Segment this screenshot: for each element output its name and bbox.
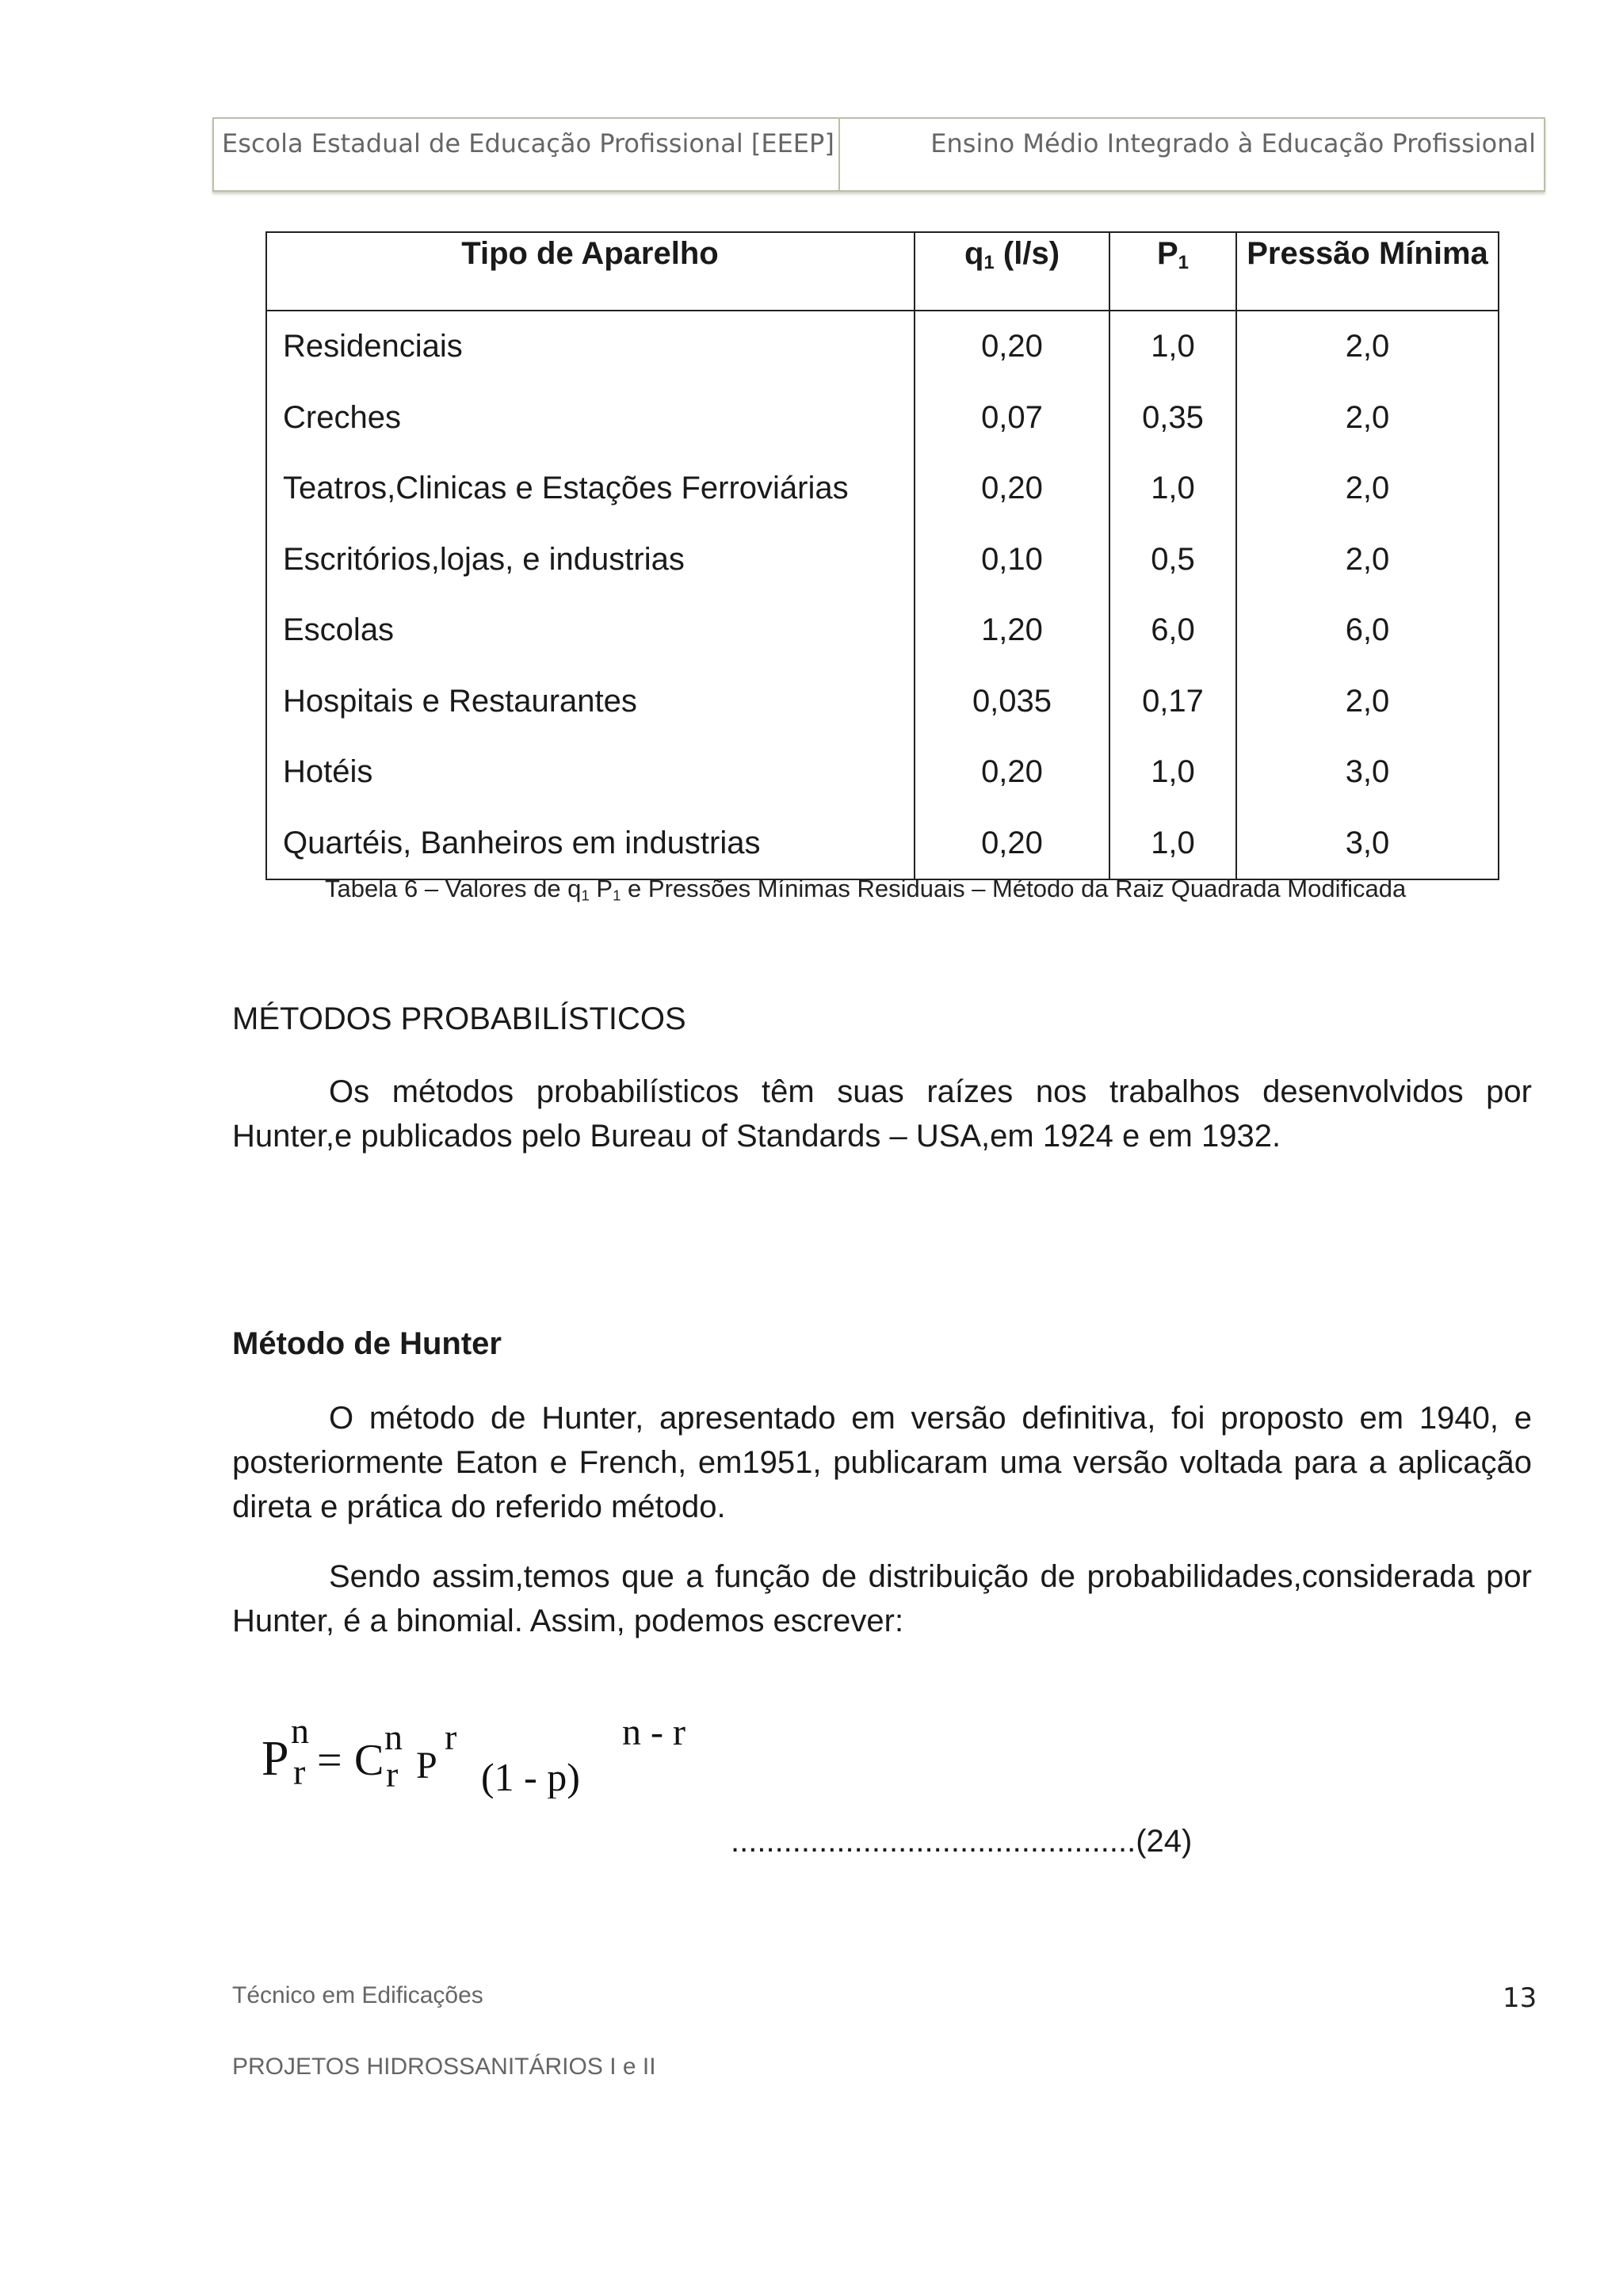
svg-text:n: n [291, 1711, 309, 1751]
table-row: Creches 0,07 0,35 2,0 [266, 383, 1499, 454]
appliance-table [265, 231, 1499, 880]
svg-text:r: r [386, 1754, 399, 1794]
svg-text:r: r [293, 1752, 306, 1792]
svg-text:P: P [416, 1745, 437, 1787]
svg-text:r: r [445, 1717, 457, 1757]
paragraph-probabilisticos: Os métodos probabilísticos têm suas raízes nos trabalhos desenvolvidos por Hunter,e publicados pelo Bureau of Standards – USA,em 1924 e em 1932. [232, 1074, 1532, 1154]
footer-subject: PROJETOS HIDROSSANITÁRIOS I e II [232, 2054, 656, 2080]
svg-text:C: C [354, 1736, 384, 1785]
svg-text:(1 - p): (1 - p) [481, 1755, 580, 1798]
table-row: Escolas 1,20 6,0 6,0 [266, 595, 1499, 666]
table-row: Teatros,Clinicas e Estações Ferroviárias 0,20 1,0 2,0 [266, 453, 1499, 524]
table-row: Quartéis, Banheiros em industrias 0,20 1,0 3,0 [266, 808, 1499, 880]
svg-text:P: P [262, 1732, 289, 1786]
svg-text:n - r: n - r [622, 1711, 685, 1753]
subheading-hunter: Método de Hunter [232, 1326, 502, 1361]
equation-reference: ..............................................(24) [731, 1824, 1193, 1859]
header-school: Escola Estadual de Educação Profissional [EEEP] [214, 119, 840, 190]
header-program: Ensino Médio Integrado à Educação Profissional [930, 128, 1536, 158]
paragraph-hunter-method: O método de Hunter, apresentado em versão definitiva, foi proposto em 1940, e posteriormente Eaton e French, em1951, publicaram uma versão voltada para a aplicação direta e prática do referido método. [232, 1401, 1532, 1524]
table-row: Hotéis 0,20 1,0 3,0 [266, 737, 1499, 808]
table-row: Residenciais 0,20 1,0 2,0 [266, 311, 1499, 383]
footer-course: Técnico em Edificações [232, 1982, 483, 2008]
page-number: 13 [1503, 1982, 1537, 2014]
svg-text:=: = [317, 1736, 342, 1785]
table-header-row [266, 232, 1499, 311]
paragraph-binomial: Sendo assim,temos que a função de distribuição de probabilidades,considerada por Hunter, é a binomial. Assim, podemos escrever: [232, 1559, 1532, 1638]
table-row: Escritórios,lojas, e industrias 0,10 0,5 2,0 [266, 524, 1499, 596]
col-header-pressao: Pressão Mínima [1236, 232, 1499, 311]
binomial-formula [258, 1695, 733, 1798]
col-header-p1: $P_1$ [1109, 232, 1236, 311]
svg-text:n: n [384, 1717, 403, 1757]
col-header-q1: $q_1$ (l/s) [915, 232, 1109, 311]
table-row: Hospitais e Restaurantes 0,035 0,17 2,0 [266, 666, 1499, 738]
page-header [212, 117, 1545, 192]
section-title: MÉTODOS PROBABILÍSTICOS [232, 1001, 686, 1036]
table-caption: Tabela 6 – Valores de $q_1$ $P_1$ e Pressões Mínimas Residuais – Método da Raiz Quadrada Modificada [325, 875, 1407, 904]
col-header-tipo: Tipo de Aparelho [266, 232, 915, 311]
